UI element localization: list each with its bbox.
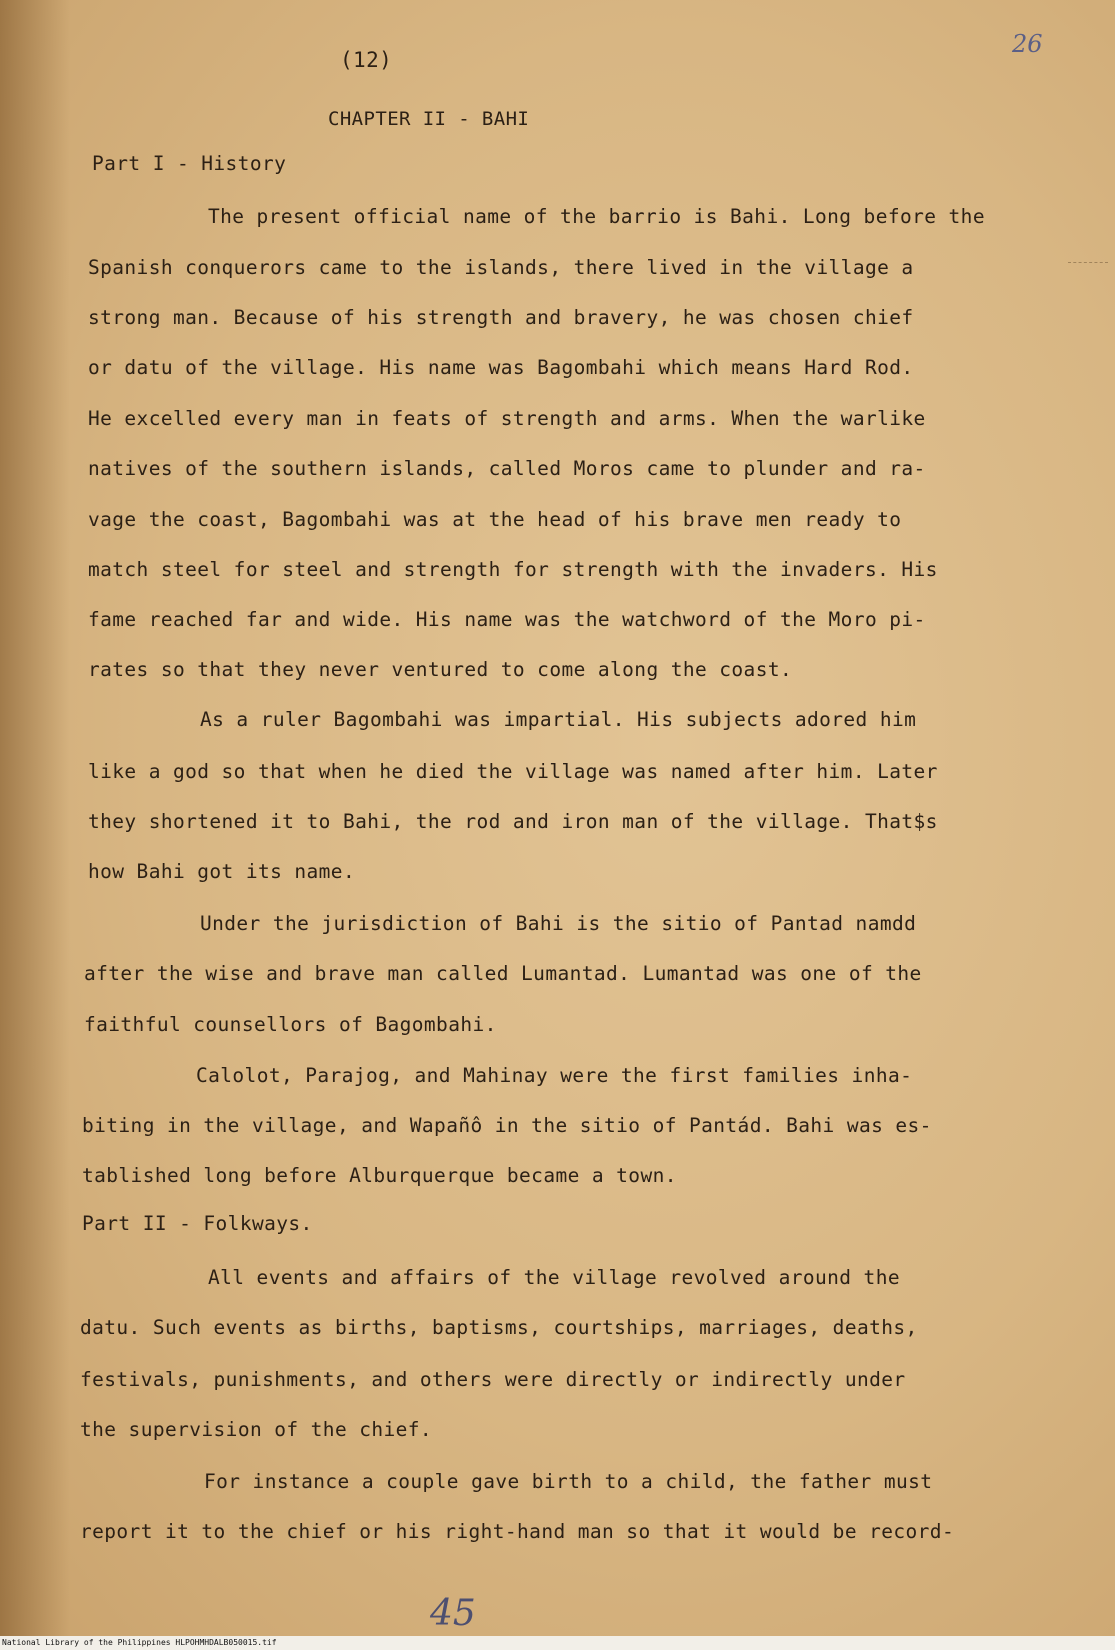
body-line: As a ruler Bagombahi was impartial. His subjects adored him (200, 708, 917, 731)
body-line: how Bahi got its name. (88, 860, 356, 883)
body-line: after the wise and brave man called Lumantad. Lumantad was one of the (84, 962, 922, 985)
body-line: or datu of the village. His name was Bagombahi which means Hard Rod. (88, 356, 914, 379)
page-number: (12) (340, 48, 393, 72)
body-line: they shortened it to Bahi, the rod and iron man of the village. That$s (88, 810, 938, 833)
body-line: He excelled every man in feats of strength and arms. When the warlike (88, 407, 926, 430)
body-line: like a god so that when he died the village was named after him. Later (88, 760, 938, 783)
body-line: fame reached far and wide. His name was the watchword of the Moro pi- (88, 608, 926, 631)
body-line: datu. Such events as births, baptisms, courtships, marriages, deaths, (80, 1316, 918, 1339)
body-line: strong man. Because of his strength and bravery, he was chosen chief (88, 306, 914, 329)
body-line: the supervision of the chief. (80, 1418, 433, 1441)
body-line: Calolot, Parajog, and Mahinay were the first families inha- (196, 1064, 913, 1087)
chapter-title: CHAPTER II - BAHI (328, 108, 530, 130)
body-line: report it to the chief or his right-hand man so that it would be record- (80, 1520, 955, 1543)
body-line: faithful counsellors of Bagombahi. (84, 1013, 497, 1036)
body-line: vage the coast, Bagombahi was at the head of his brave men ready to (88, 508, 902, 531)
body-line: For instance a couple gave birth to a child, the father must (204, 1470, 933, 1493)
body-line: Under the jurisdiction of Bahi is the sitio of Pantad namdd (200, 912, 917, 935)
body-line: rates so that they never ventured to come along the coast. (88, 658, 793, 681)
body-line: natives of the southern islands, called Moros came to plunder and ra- (88, 457, 926, 480)
body-line: festivals, punishments, and others were directly or indirectly under (80, 1368, 906, 1391)
part-1-heading: Part I - History (92, 152, 287, 175)
body-line: biting in the village, and Wapañô in the sitio of Pantád. Bahi was es- (82, 1114, 932, 1137)
margin-mark (1068, 262, 1108, 264)
body-line: The present official name of the barrio is Bahi. Long before the (208, 205, 985, 228)
part-2-heading: Part II - Folkways. (82, 1212, 313, 1235)
body-line: All events and affairs of the village revolved around the (208, 1266, 900, 1289)
body-line: tablished long before Alburquerque became a town. (82, 1164, 677, 1187)
handwritten-page-annotation-bottom: 45 (430, 1593, 476, 1634)
body-line: match steel for steel and strength for strength with the invaders. His (88, 558, 938, 581)
body-line: Spanish conquerors came to the islands, there lived in the village a (88, 256, 914, 279)
scan-source-label: National Library of the Philippines HLPOHMHDALB050015.tif (2, 1638, 277, 1647)
handwritten-page-annotation-top: 26 (1012, 30, 1043, 58)
